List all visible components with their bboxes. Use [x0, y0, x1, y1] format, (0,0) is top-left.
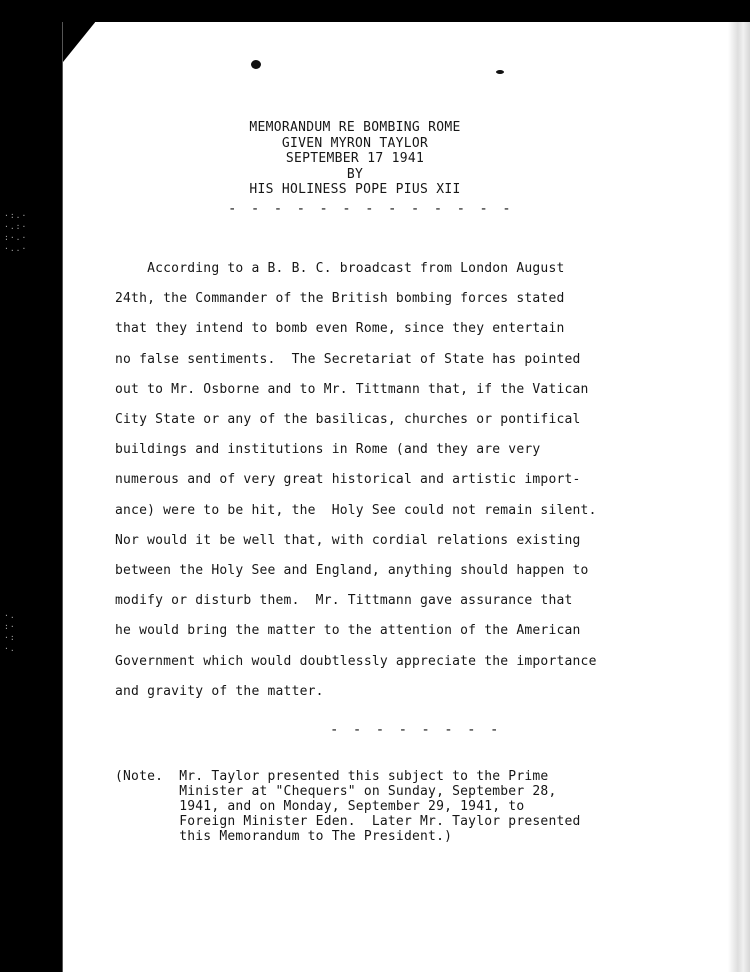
memo-body — [115, 254, 655, 707]
memo-heading — [160, 120, 550, 198]
body-line: City State or any of the basilicas, churches or pontifical — [115, 412, 581, 428]
note-block — [115, 769, 655, 844]
heading-line: GIVEN MYRON TAYLOR — [281, 135, 429, 151]
ink-blot — [496, 70, 504, 74]
body-line: out to Mr. Osborne and to Mr. Tittmann that, if the Vatican — [115, 381, 589, 397]
body-line: that they intend to bomb even Rome, since they entertain — [115, 321, 565, 337]
scan-border-left — [0, 0, 62, 972]
note-line: (Note. Mr. Taylor presented this subject to the Prime — [115, 769, 549, 784]
heading-rule: - - - - - - - - - - - - - — [228, 201, 514, 217]
body-line: modify or disturb them. Mr. Tittmann gave assurance that — [115, 593, 573, 609]
heading-line: MEMORANDUM RE BOMBING ROME — [249, 120, 461, 135]
section-separator: - - - - - - - - — [330, 722, 502, 738]
body-line: and gravity of the matter. — [115, 683, 324, 699]
page-edge — [62, 22, 63, 972]
ink-blot — [251, 60, 261, 69]
body-line: Nor would it be well that, with cordial relations existing — [115, 532, 581, 548]
margin-specks-upper: ·:.· ·.:· :·.· ·..· — [4, 211, 28, 253]
body-line: between the Holy See and England, anything should happen to — [115, 563, 589, 579]
body-line: he would bring the matter to the attention of the American — [115, 623, 581, 639]
note-line: this Memorandum to The President.) — [115, 829, 453, 844]
body-line: According to a B. B. C. broadcast from London August — [115, 261, 565, 276]
body-line: 24th, the Commander of the British bombing forces stated — [115, 291, 565, 307]
margin-specks-lower: ·. :· ·: ·. — [4, 611, 16, 653]
body-line: buildings and institutions in Rome (and they are very — [115, 442, 541, 458]
note-line: 1941, and on Monday, September 29, 1941, to — [115, 799, 525, 814]
note-line: Minister at "Chequers" on Sunday, September 28, — [115, 784, 557, 799]
heading-line: HIS HOLINESS POPE PIUS XII — [249, 182, 461, 197]
body-line: numerous and of very great historical and artistic import- — [115, 472, 581, 488]
body-line: no false sentiments. The Secretariat of State has pointed — [115, 351, 581, 367]
note-line: Foreign Minister Eden. Later Mr. Taylor presented — [115, 814, 581, 829]
heading-line: SEPTEMBER 17 1941 — [285, 151, 425, 166]
heading-line: BY — [346, 166, 364, 182]
scan-border-top — [0, 0, 750, 22]
body-line: ance) were to be hit, the Holy See could not remain silent. — [115, 502, 597, 518]
body-line: Government which would doubtlessly appreciate the importance — [115, 653, 597, 669]
scan-border-right — [728, 22, 750, 972]
